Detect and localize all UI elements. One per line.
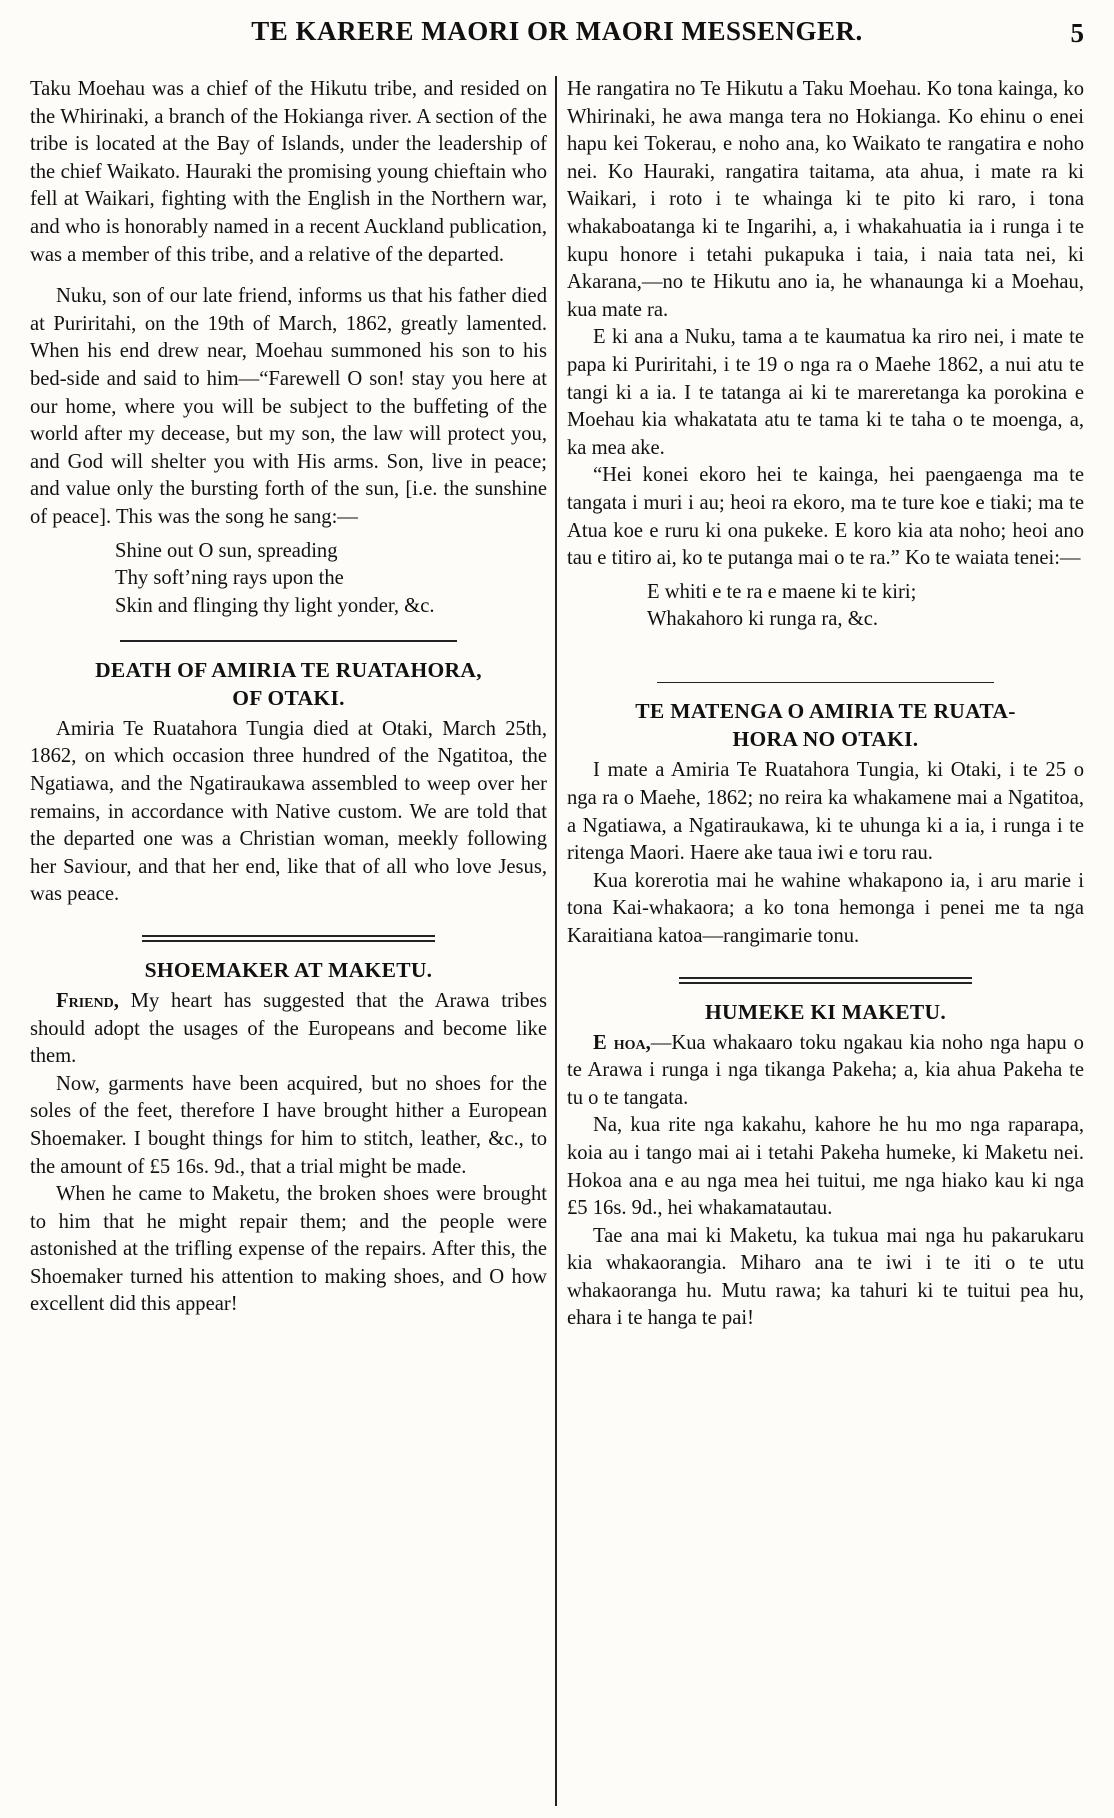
amiria-paragraph-2: Kua korerotia mai he wahine whakapono ia, i aru marie i tona Kai-whakaora; a ko tona hemonga i penei me ta nga Karaitiana katoa—rangimarie tonu. (567, 869, 1084, 947)
amiria-heading-line-2: OF OTAKI. (232, 685, 345, 710)
amiria-heading (30, 656, 547, 712)
verse-line: Whakahoro ki runga ra, &c. (647, 608, 879, 631)
shoemaker-heading: HUMEKE KI MAKETU. (704, 999, 946, 1024)
song-verse (115, 538, 547, 621)
shoemaker-paragraph-1-text: My heart has suggested that the Arawa tribes should adopt the usages of the Europeans and become like them. (30, 989, 547, 1068)
section-divider (120, 640, 457, 642)
moehau-paragraph-3: “Hei konei ekoro hei te kainga, hei paengaenga ma te tangata i muri i au; heoi ra ekoro, ma te ture koe e tiaki; ma te Atua koe e ruru ki ona pukeke. E koro kia ata noho; heoi ano tau e titiro ai, ko te putanga mai o te ra.” Ko te waiata tenei:— (567, 464, 1084, 570)
shoemaker-paragraph-1 (30, 988, 547, 1071)
amiria-paragraph-1: I mate a Amiria Te Ruatahora Tungia, ki Otaki, i te 25 o nga ra o Maehe, 1862; no reira ka whakamene mai a Ngatitoa, a Ngatiawa, a Ngatiraukawa, ki te uhunga ki a ia, i runga i te ritenga Maori. Haere ake taua iwi e toru rau. (567, 759, 1084, 865)
shoemaker-paragraph-2: Now, garments have been acquired, but no shoes for the soles of the feet, therefore I have brought hither a European Shoemaker. I bought things for him to stitch, leather, &c., to the amount of £5 16s. 9d., that a trial might be made. (30, 1072, 547, 1178)
amiria-heading-line-2: HORA NO OTAKI. (732, 727, 919, 752)
section-divider-double (142, 935, 435, 942)
verse-line: Skin and flinging thy light yonder, &c. (115, 594, 435, 617)
shoemaker-heading: SHOEMAKER AT MAKETU. (144, 957, 433, 982)
page-number: 5 (1070, 18, 1084, 48)
section-divider (657, 682, 994, 684)
article-columns (30, 76, 1084, 1806)
maori-column (567, 76, 1084, 1333)
moehau-paragraph-2: Nuku, son of our late friend, informs us that his father died at Puriritahi, on the 19th of March, 1862, greatly lamented. When his end drew near, Moehau summoned his son to his bed-side and said to him—“Farewell O son! stay you here at our home, where you will be subject to the buffeting of the world after my decease, but my son, the law will protect you, and God will shelter you with His arms. Son, live in peace; and value only the bursting forth of the sun, [i.e. the sunshine of peace]. This was the song he sang:— (30, 285, 547, 528)
shoemaker-paragraph-3: Tae ana mai ki Maketu, ka tukua mai nga hu pakarukaru kia whakaorangia. Miharo ana te iwi i te iti o te utu whakaoranga hu. Mutu rawa; ka tahuri ki te tuitui pea hu, ehara i te hanga te pai! (567, 1224, 1084, 1330)
salutation: Friend, (56, 989, 119, 1012)
verse-line: Thy soft’ning rays upon the (115, 567, 344, 590)
shoemaker-paragraph-3: When he came to Maketu, the broken shoes were brought to him that he might repair them; and the people were astonished at the trifling expense of the repairs. After this, the Shoemaker turned his attention to making shoes, and O how excellent did this appear! (30, 1183, 547, 1316)
shoemaker-paragraph-2: Na, kua rite nga kakahu, kahore he hu mo nga raparapa, koia au i tango mai ai i tetahi Pakeha humeke, ki Maketu nei. Hokoa ana e au nga mea hei tuitui, me nga hiako kau ki nga £5 16s. 9d., hei whakamatautau. (567, 1114, 1084, 1220)
shoemaker-paragraph-1 (567, 1030, 1084, 1113)
amiria-heading-line-1: DEATH OF AMIRIA TE RUATAHORA, (95, 657, 482, 682)
column-divider (555, 76, 557, 1806)
moehau-paragraph-1: Taku Moehau was a chief of the Hikutu tribe, and resided on the Whirinaki, a branch of the Hokianga river. A section of the tribe is located at the Bay of Islands, under the leadership of the chief Waikato. Hauraki the promising young chieftain who fell at Waikari, fighting with the English in the Northern war, and who is honorably named in a recent Auckland publication, was a member of this tribe, and a relative of the departed. (30, 78, 547, 266)
amiria-heading-line-1: TE MATENGA O AMIRIA TE RUATA- (635, 699, 1016, 724)
salutation: E hoa, (593, 1031, 651, 1054)
amiria-heading (567, 697, 1084, 753)
section-divider-double (679, 977, 972, 984)
verse-line: Shine out O sun, spreading (115, 539, 338, 562)
page-header (30, 14, 1084, 50)
moehau-paragraph-1: He rangatira no Te Hikutu a Taku Moehau. Ko tona kainga, ko Whirinaki, he awa manga tera no Hokianga. Ko ehinu o enei hapu kei Tokerau, e noho ana, ko Waikato te rangatira e noho nei. Ko Hauraki, rangatira taitama, ata ahua, i mate ra ki Waikari, i roto i te whainga ki te pito ki raro, i tona whakaboatanga ki te Ingarihi, a, i whakahuatia ia i runga i te kupu honore i tetahi pukapuka i taia, i naia tata nei, ki Akarana,—no te Hikutu ano ia, he whanaunga ki a Moehau, kua mate ra. (567, 78, 1084, 321)
moehau-paragraph-2: E ki ana a Nuku, tama a te kaumatua ka riro nei, i mate te papa ki Puriritahi, i te 19 o nga ra o Maehe 1862, a nui atu te tangi ki a ia. I te tatanga ai ki te mareretanga ka porokina e Moehau kia whakatata atu te tama ki te taha o te moenga, a, ka mea ake. (567, 326, 1084, 459)
song-verse (647, 579, 1084, 634)
amiria-paragraph: Amiria Te Ruatahora Tungia died at Otaki, March 25th, 1862, on which occasion three hundred of the Ngatitoa, the Ngatiawa, and the Ngatiraukawa assembled to weep over her remains, in accordance with Native custom. We are told that the departed one was a Christian woman, meekly following her Saviour, and that her end, like that of all who love Jesus, was peace. (30, 717, 547, 906)
verse-line: E whiti e te ra e maene ki te kiri; (647, 580, 917, 603)
shoemaker-paragraph-1-text: —Kua whakaaro toku ngakau kia noho nga hapu o te Arawa i runga i nga tikanga Pakeha; a, kia ahua Pakeha te tu o te tangata. (567, 1031, 1084, 1109)
newspaper-title: TE KARERE MAORI OR MAORI MESSENGER. (251, 16, 863, 46)
english-column (30, 76, 547, 1319)
